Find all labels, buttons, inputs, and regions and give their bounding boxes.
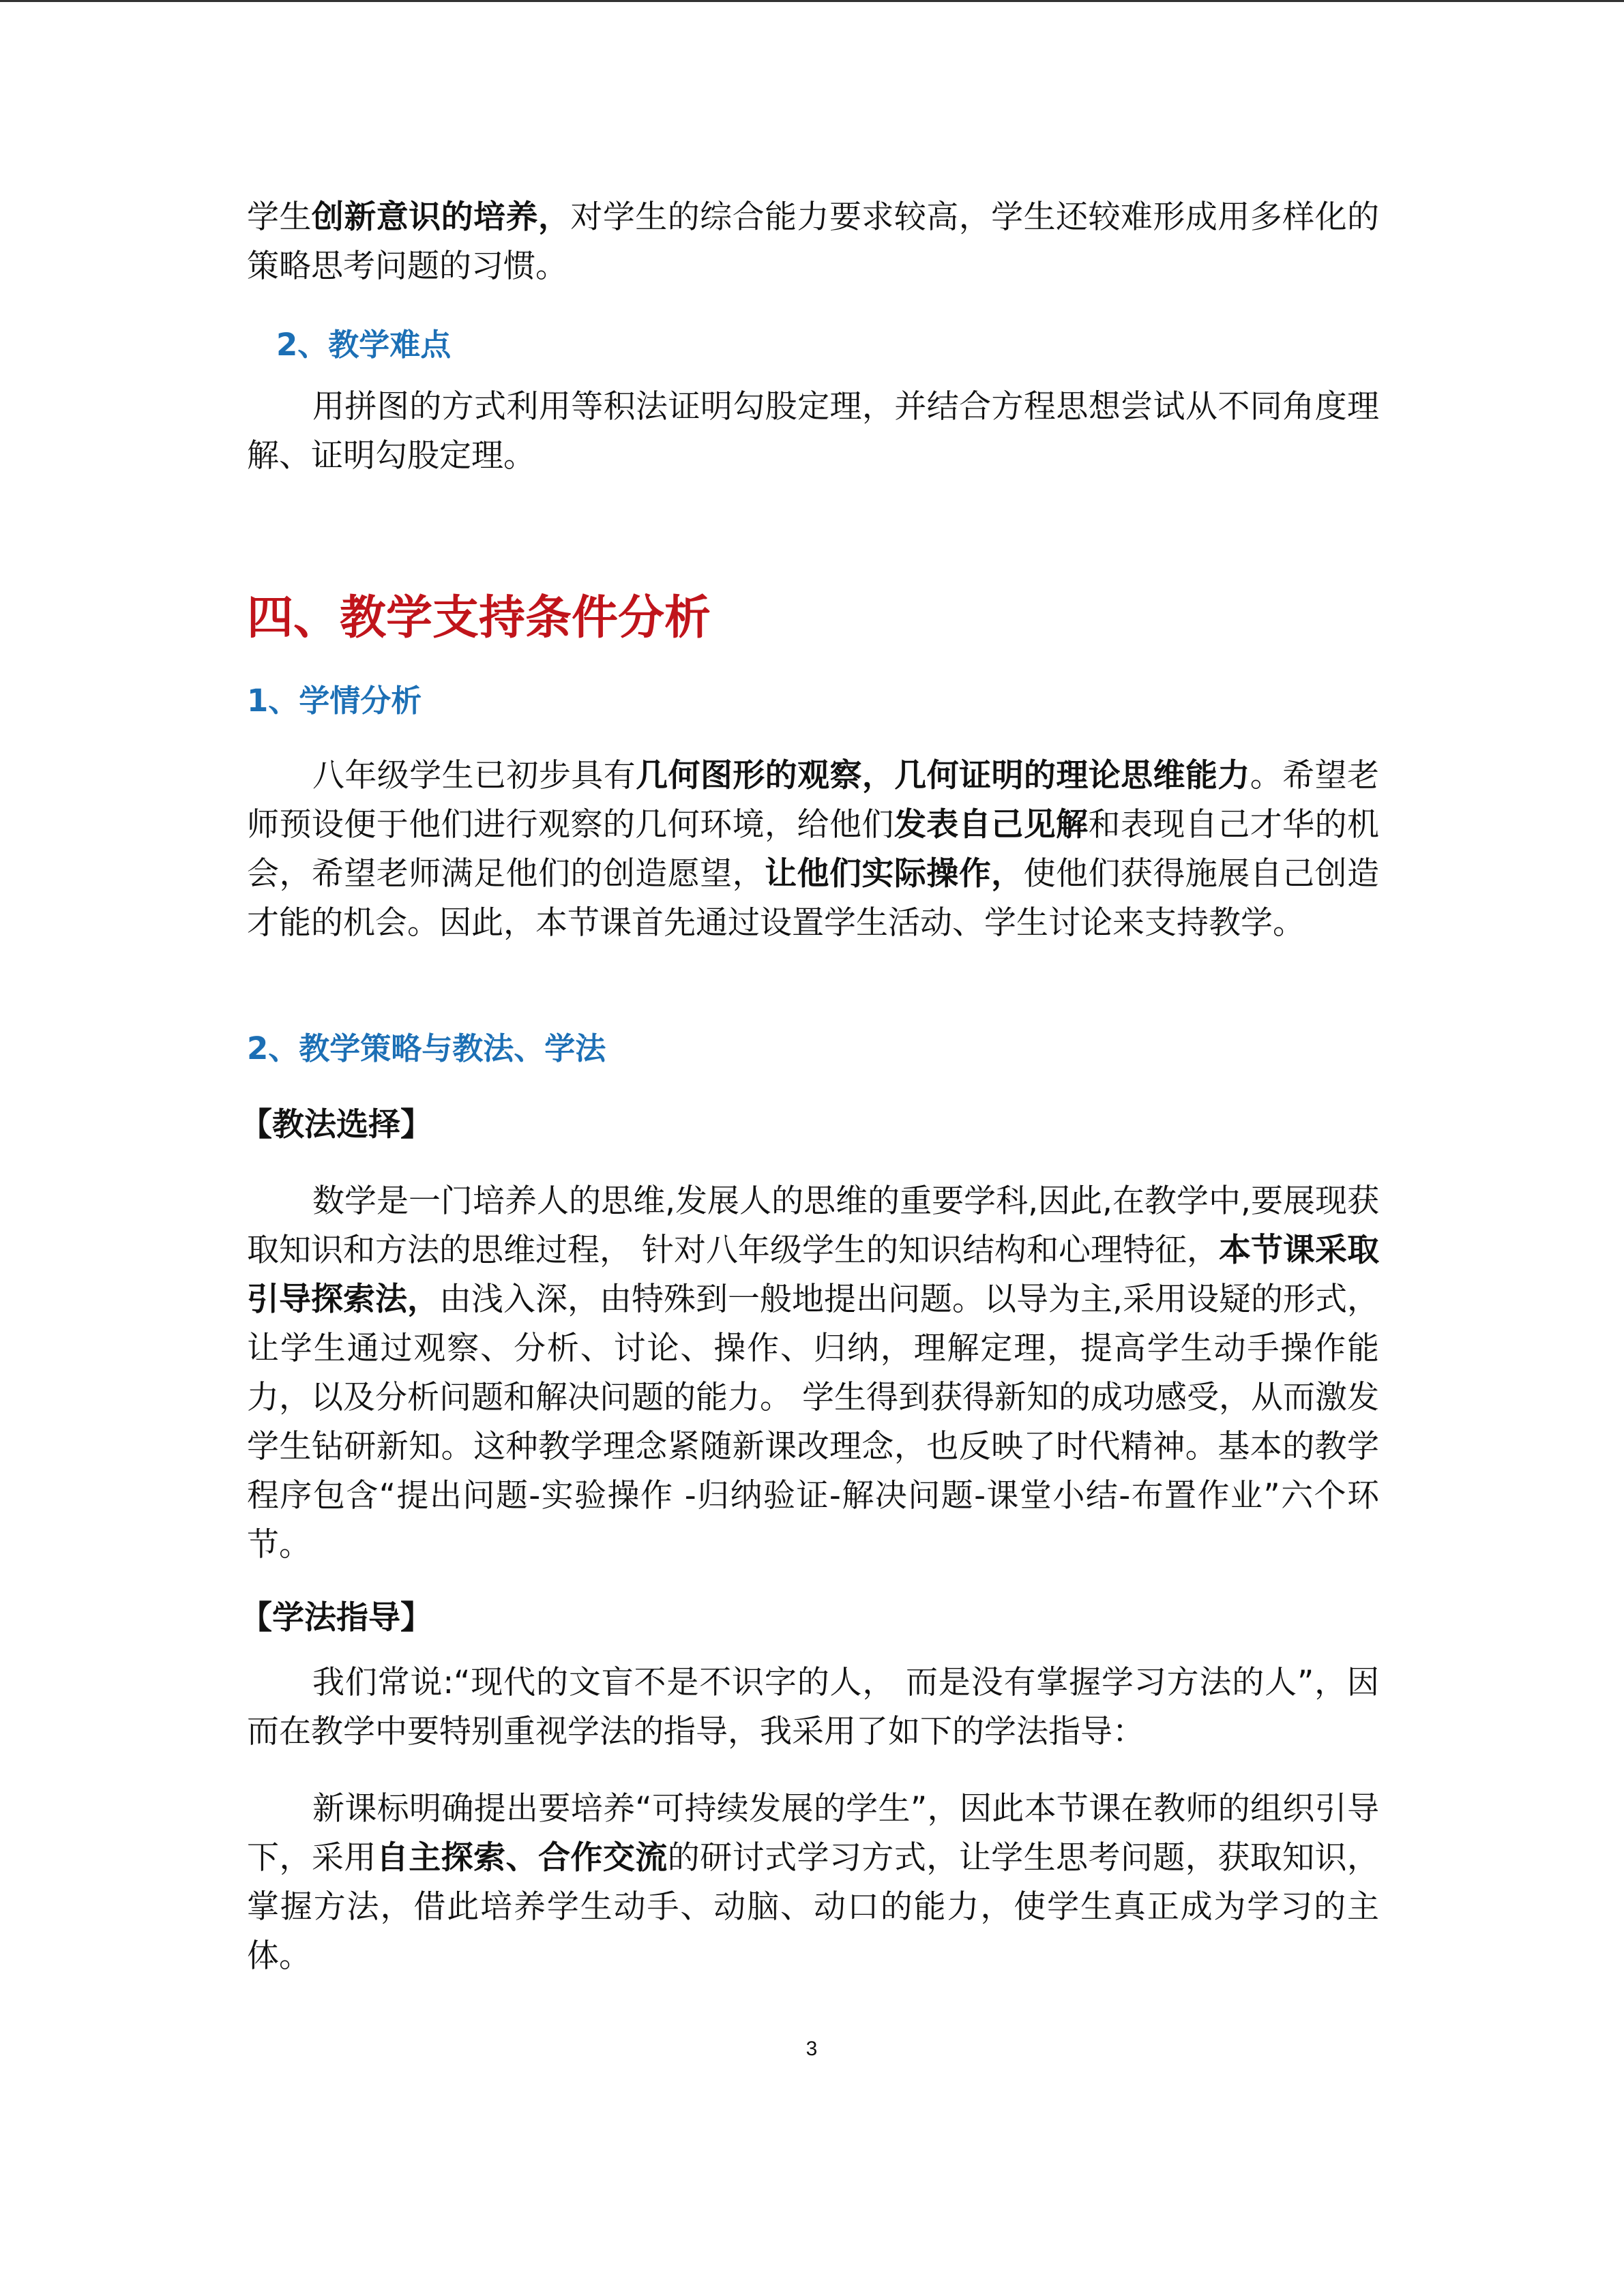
bold-run: 几何图形的观察，几何证明的理论思维能力 (636, 757, 1250, 794)
text-run: 新课标明确提出要培养“可持续发展的学生”，因此本节课在教师的组织引导下，采用 (247, 1790, 1379, 1877)
text-run: 和表现自己才华的机会，希望老师满足他们的创造愿望， (247, 806, 1380, 893)
text-run: 数学是一门培养人的思维,发展人的思维的重要学科,因此,在教学中,要展现获取知识和方法的思维过程， 针对八年级学生的知识结构和心理特征， (247, 1182, 1379, 1269)
heading-teaching-method: 【教法选择】 (240, 1106, 432, 1144)
paragraph-learner-analysis (247, 751, 1379, 948)
paragraph-teaching-difficulty: 用拼图的方式利用等积法证明勾股定理，并结合方程思想尝试从不同角度理解、证明勾股定理。 (247, 388, 1379, 475)
bold-run: 创新意识的培养， (311, 198, 571, 236)
page-number: 3 (806, 2038, 818, 2060)
text-run: 的研讨式学习方式，让学生思考问题，获取知识，掌握方法，借此培养学生动手、动脑、动口的能力，使学生真正成为学习的主体。 (247, 1839, 1380, 1975)
paragraph-learning-method-quote: 我们常说:“现代的文盲不是不识字的人， 而是没有掌握学习方法的人”，因而在教学中要特别重视学法的指导，我采用了如下的学法指导： (247, 1664, 1379, 1750)
heading-learning-method: 【学法指导】 (240, 1599, 432, 1637)
text-run: 学生 (247, 198, 312, 236)
paragraph-teaching-method (247, 1177, 1379, 1570)
section-title-support-conditions: 四、教学支持条件分析 (247, 591, 711, 645)
heading-learner-analysis: 1、学情分析 (247, 683, 422, 719)
text-run: 使他们获得施展自己创造才能的机会。因此，本节课首先通过设置学生活动、学生讨论来支持教学。 (247, 855, 1380, 942)
heading-teaching-strategy: 2、教学策略与教法、学法 (247, 1030, 606, 1067)
text-run: 。希望老师预设便于他们进行观察的几何环境，给他们 (247, 757, 1379, 844)
text-run: 对学生的综合能力要求较高，学生还较难形成用多样化的策略思考问题的习惯。 (247, 198, 1380, 285)
bold-run: 本节课采取引导探索法， (247, 1232, 1379, 1318)
text-run: 由浅入深，由特殊到一般地提出问题。以导为主,采用设疑的形式，让学生通过观察、分析、讨论、操作、归纳，理解定理，提高学生动手操作能力，以及分析问题和解决问题的能力。 学生得到获得新知的成功感受，从而激发学生钻研新知。这种教学理念紧随新课改理念，也反映了时代精神。基本的教学程序包含“提出问题-实验操作 -归纳验证-解决问题-课堂小结-布置作业”六个环节。 (247, 1281, 1379, 1564)
text-run: 八年级学生已初步具有 (312, 757, 636, 794)
bold-run: 让他们实际操作， (765, 855, 1024, 893)
bold-run: 自主探索、合作交流 (376, 1839, 668, 1877)
heading-teaching-difficulty: 2、教学难点 (276, 327, 452, 363)
paragraph-learning-method-detail (247, 1785, 1379, 1981)
bold-run: 发表自己见解 (894, 806, 1089, 844)
paragraph-innovation (247, 193, 1379, 291)
page-top-border (0, 0, 1624, 2)
